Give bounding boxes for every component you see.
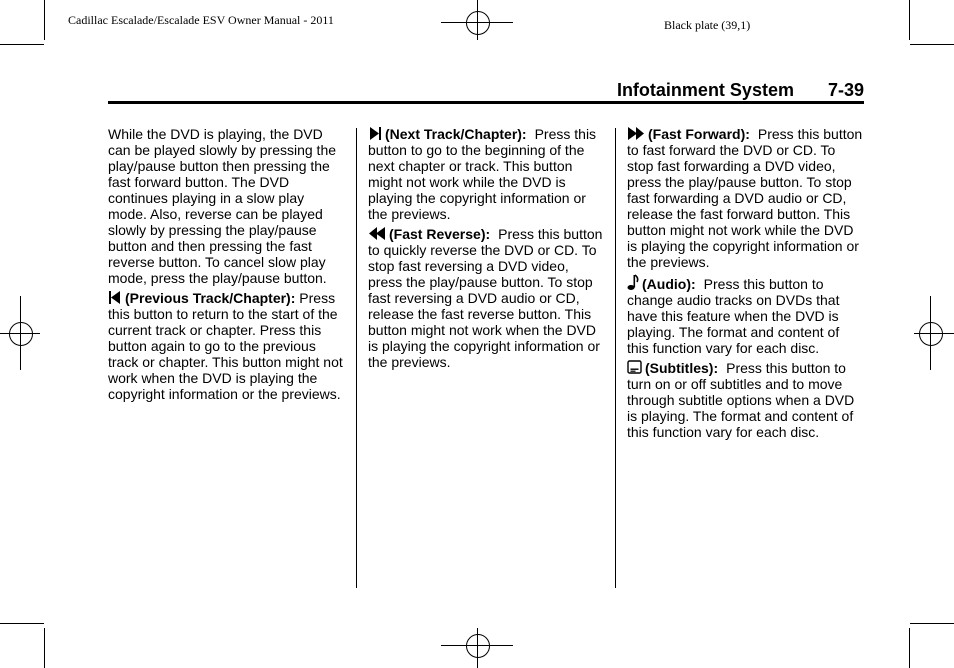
fast-reverse-body: Press this button to quickly reverse the DVD or CD. To stop fast reversing a DVD video, press the play/pause button. To stop fast reversing a DVD audio or CD, release the fast reverse button. This button might not work when the DVD is playing the copyright information or the previews. <box>368 226 603 370</box>
previous-track-term: (Previous Track/Chapter): <box>125 290 296 306</box>
fast-forward-term: (Fast Forward): <box>648 126 750 142</box>
previous-track-icon <box>108 290 122 305</box>
column-1 <box>108 126 346 406</box>
audio-note-icon <box>627 274 639 291</box>
section-title: Infotainment System <box>616 80 794 100</box>
fast-reverse-paragraph <box>368 226 604 370</box>
page-header <box>108 80 864 102</box>
crop-mark <box>910 623 954 624</box>
next-track-paragraph <box>368 126 604 222</box>
next-track-term: (Next Track/Chapter): <box>385 126 527 142</box>
subtitles-term: (Subtitles): <box>645 360 719 376</box>
header-rule <box>108 101 864 104</box>
crop-mark <box>44 0 45 40</box>
fast-forward-icon <box>627 126 645 141</box>
column-3 <box>627 126 863 444</box>
crop-mark <box>910 44 954 45</box>
crop-mark <box>909 628 910 668</box>
audio-term: (Audio): <box>642 276 696 292</box>
previous-track-paragraph <box>108 290 346 402</box>
subtitles-icon <box>627 360 642 375</box>
column-2 <box>368 126 604 374</box>
next-track-icon <box>368 126 382 141</box>
crop-mark <box>0 44 44 45</box>
plate-title: Cadillac Escalade/Escalade ESV Owner Manual - 2011 <box>68 13 334 27</box>
crop-mark <box>0 623 44 624</box>
column-divider <box>356 128 357 588</box>
page-number: 7-39 <box>827 80 864 100</box>
audio-body: Press this button to change audio tracks on DVDs that have this feature when the DVD is playing. The format and content of this function vary for each disc. <box>627 276 840 356</box>
audio-paragraph <box>627 274 863 356</box>
next-track-body: Press this button to go to the beginning of the next chapter or track. This button might not work while the DVD is playing the copyright information or the previews. <box>368 126 597 222</box>
previous-track-body: Press this button to return to the start of the current track or chapter. Press this button again to go to the previous track or chapter. This button might not work when the DVD is playing the copyright information or the previews. <box>108 290 343 402</box>
subtitles-body: Press this button to turn on or off subtitles and to move through subtitle options when a DVD is playing. The format and content of this function vary for each disc. <box>627 360 855 440</box>
column-divider <box>615 128 616 588</box>
subtitles-paragraph <box>627 360 863 440</box>
crop-mark <box>44 628 45 668</box>
fast-reverse-icon <box>368 226 386 241</box>
plate-number: Black plate (39,1) <box>664 18 751 32</box>
crop-mark <box>909 0 910 40</box>
fast-forward-paragraph <box>627 126 863 270</box>
fast-forward-body: Press this button to fast forward the DVD or CD. To stop fast forwarding a DVD video, press the play/pause button. To stop fast forwarding a DVD audio or CD, release the fast forward button. This button might not work while the DVD is playing the copyright information or the previews. <box>627 126 863 270</box>
fast-reverse-term: (Fast Reverse): <box>389 226 491 242</box>
slow-play-paragraph: While the DVD is playing, the DVD can be played slowly by pressing the play/pause button then pressing the fast forward button. The DVD continues playing in a slow play mode. Also, reverse can be played slowly by pressing the play/pause button and then pressing the fast reverse button. To cancel slow play mode, press the play/pause button. <box>108 126 337 286</box>
